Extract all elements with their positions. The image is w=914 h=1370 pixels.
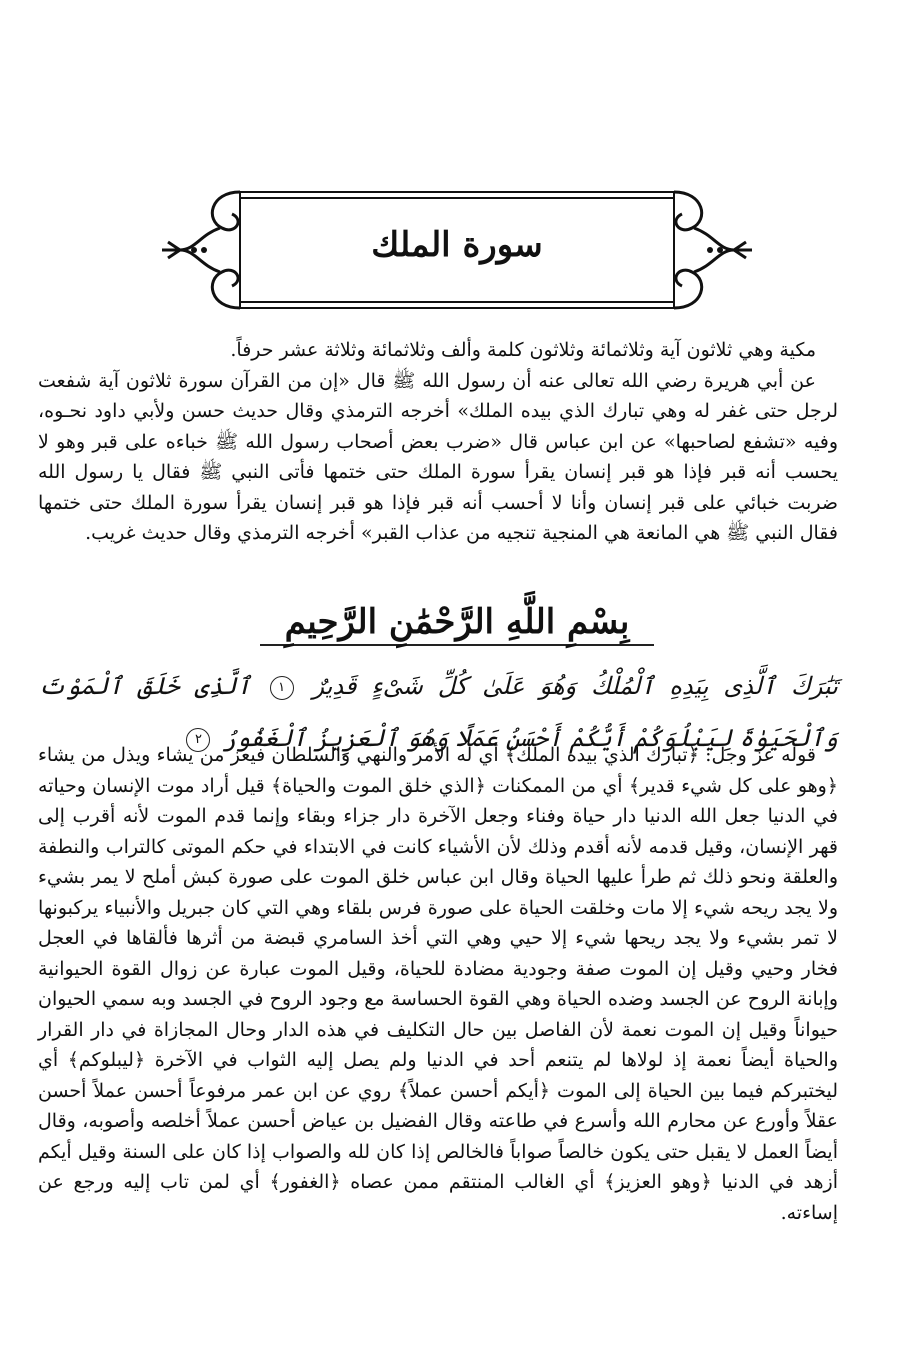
- surah-title: سورة الملك: [371, 225, 543, 265]
- intro-section: [38, 335, 838, 549]
- intro-paragraph-2: عن أبي هريرة رضي الله تعالى عنه أن رسول الله ﷺ قال «إن من القرآن سورة ثلاثون آية شفعت لرجل حتى غفر له وهي تبارك الذي بيده الملك» أخرجه الترمذي وقال حديث حسن ولأبي داود نحـوه، وفيه «تشفع لصاحبها» عن ابن عباس قال «ضرب بعض أصحاب رسول الله ﷺ خباءه على قبر وهو لا يحسب أنه قبر فإذا هو قبر إنسان يقرأ سورة الملك حتى ختمها فأتى النبي ﷺ فقال يا رسول الله ضربت خبائي على قبر إنسان وأنا لا أحسب أنه قبر فإذا هو قبر إنسان يقرأ سورة الملك حتى ختمها فقال النبي ﷺ هي المانعة هي المنجية تنجيه من عذاب القبر» أخرجه الترمذي وقال حديث غريب.: [38, 369, 838, 544]
- tafsir-paragraph: قوله عز وجل: ﴿تبارك الذي بيده الملك﴾ أي له الأمر والنهي والسلطان فيعز من يشاء ويذل من يشاء ﴿وهو على كل شيء قدير﴾ أي من الممكنات ﴿الذي خلق الموت والحياة﴾ قيل أراد موت الإنسان وحياته في الدنيا جعل الله الدنيا دار حياة وفناء وجعل الآخرة دار جزاء وبقاء وإنما قدم الموت لأنه أقرب إلى قهر الإنسان، وقيل قدمه لأنه أقدم وذلك لأن الأشياء كانت في الابتداء في حكم الموتى كالتراب والنطفة والعلقة ونحو ذلك ثم طرأ عليها الحياة وقال ابن عباس خلق الموت على صورة كبش أملح لا يمر بشيء ولا يجد ريحه شيء إلا مات وخلقت الحياة على صورة فرس بلقاء وهي التي كان جبريل والأنبياء يركبونها لا تمر بشيء ولا يجد ريحها شيء إلا حيي وهي التي أخذ السامري قبضة من أثرها فألقاها في العجل فخار وحيي وقيل إن الموت صفة وجودية مضادة للحياة، وقيل الموت عبارة عن زوال القوة الحيوانية وإبانة الروح عن الجسد وضده الحياة وهي القوة الحساسة مع وجود الروح في الجسد وبه سمي الحيوان حيواناً وقيل إن الموت نعمة لأن الفاصل بين حال التكليف في هذه الدار وحال المجازاة في دار القرار والحياة أيضاً نعمة إذ لولاها لم يتنعم أحد في الدنيا ولم يصل إليه الثواب في الآخرة ﴿ليبلوكم﴾ أي ليختبركم فيما بين الحياة إلى الموت ﴿أيكم أحسن عملاً﴾ روي عن ابن عمر مرفوعاً أحسن عملاً أحسن عقلاً وأورع عن محارم الله وأسرع في طاعته وقال الفضيل بن عياض أحسن عملاً أخلصه وأصوبه، وقال أيضاً العمل لا يقبل حتى يكون خالصاً صواباً فالخالص إذا كان لله والصواب إذا كان على السنة وقيل أيكم أزهد في الدنيا ﴿وهو العزيز﴾ أي الغالب المنتقم ممن عصاه ﴿الغفور﴾ أي لمن تاب إليه ورجع عن إساءته.: [38, 744, 838, 1224]
- intro-paragraph-1: مكية وهي ثلاثون آية وثلاثمائة وثلاثون كلمة وألف وثلاثمائة وثلاثة عشر حرفاً.: [230, 339, 816, 361]
- tafsir-section: [38, 740, 838, 1228]
- basmala: بِسْمِ اللَّهِ الرَّحْمَٰنِ الرَّحِيمِ: [260, 600, 654, 646]
- ayah-1: تَبَٰرَكَ ٱلَّذِى بِيَدِهِ ٱلْمُلْكُ وَهُوَ عَلَىٰ كُلِّ شَىْءٍ قَدِيرٌ: [312, 672, 838, 700]
- ayah-2: ٱلَّذِى خَلَقَ ٱلْمَوْتَ وَٱلْحَيَوٰةَ لِيَبْلُوَكُمْ أَيُّكُمْ أَحْسَنُ عَمَلًا وَهُوَ ٱلْعَزِيزُ ٱلْغَفُورُ: [38, 672, 838, 752]
- ayah-number-2: ٢: [186, 728, 210, 752]
- surah-header-frame: [160, 180, 754, 320]
- ayah-number-1: ١: [270, 676, 294, 700]
